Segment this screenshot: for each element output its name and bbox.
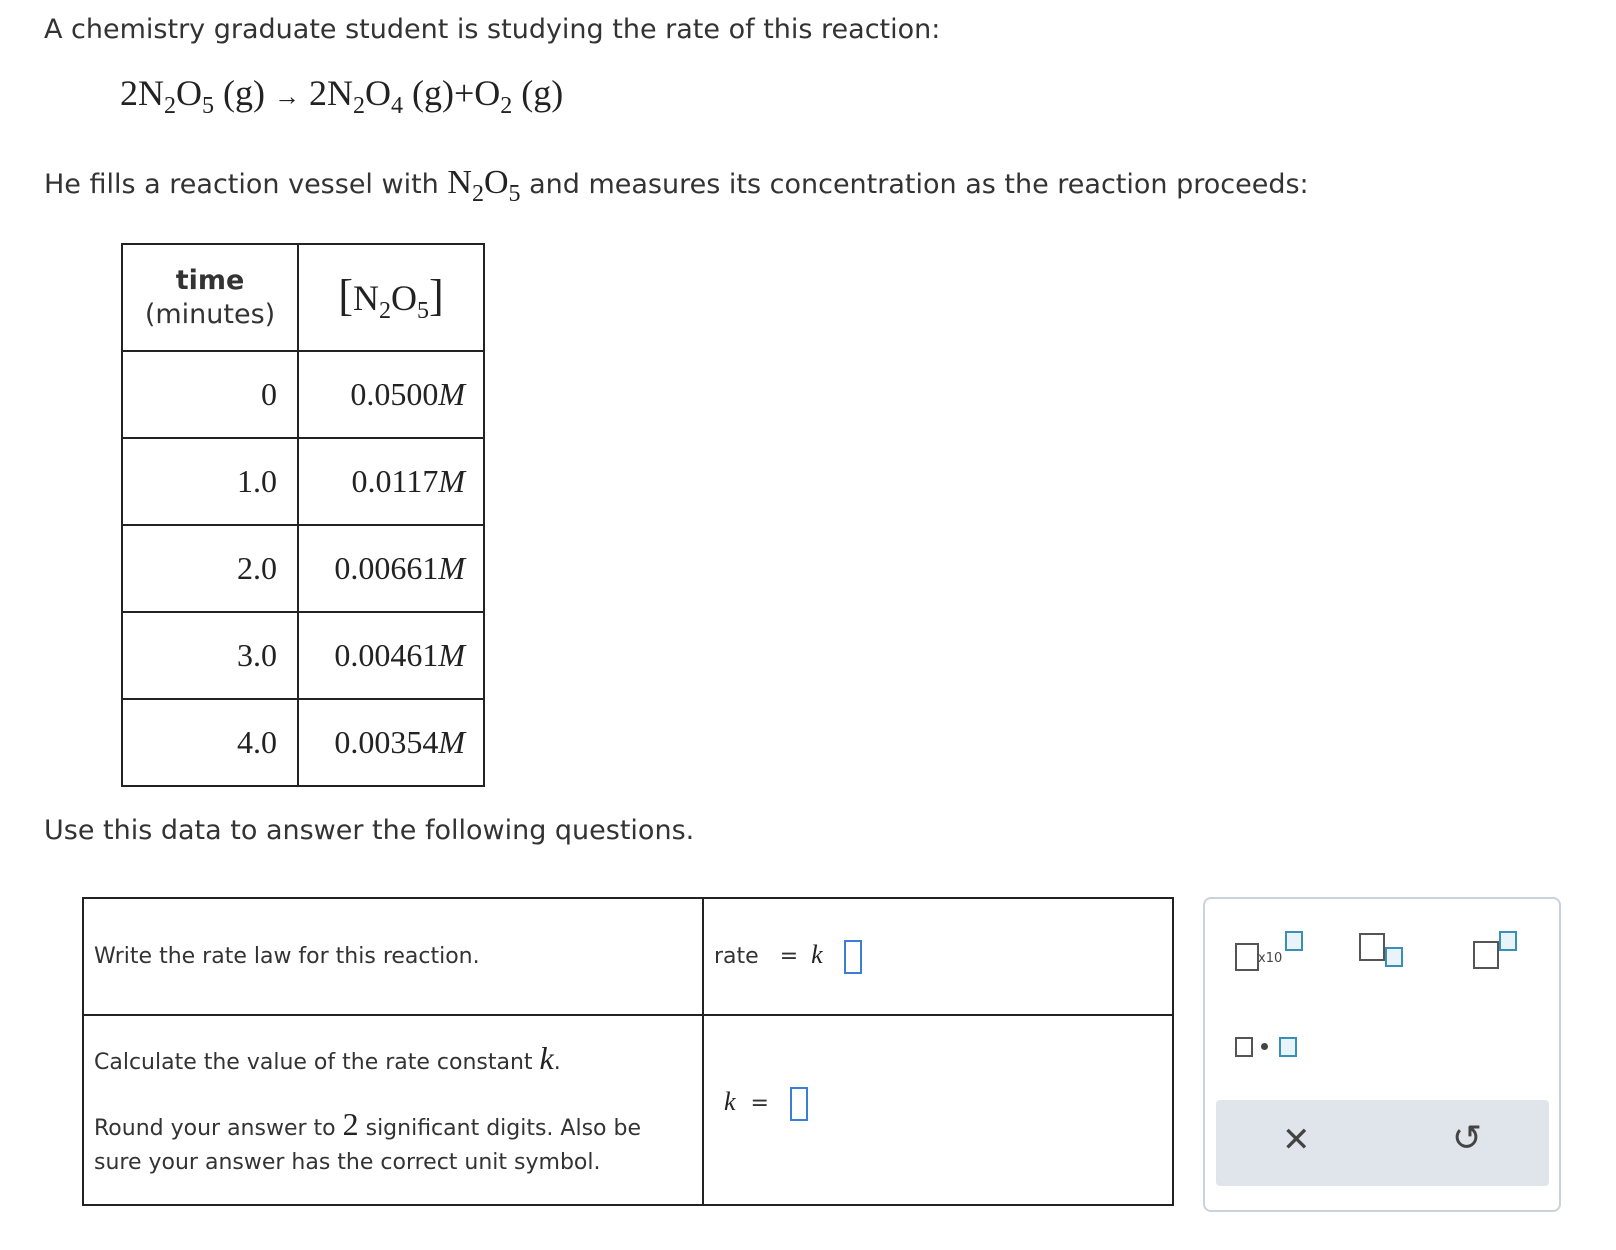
clear-icon[interactable]: ✕ xyxy=(1282,1120,1311,1160)
rate-law-answer-cell: rate = k xyxy=(703,898,1173,1015)
reaction-equation: $2N_2O_5$ $(g) \to 2N_2O_4$ $(g)+O_2$ (g) xyxy=(120,73,564,120)
rate-law-question: Write the rate law for this reaction. xyxy=(83,898,703,1015)
time-header: time (minutes) xyxy=(122,244,298,351)
use-data-text: Use this data to answer the following questions. xyxy=(44,815,695,846)
fills-sentence: He fills a reaction vessel with $N_2O_5$ and measures its concentration as the reaction proceeds: xyxy=(44,164,1309,207)
intro-text: A chemistry graduate student is studying the rate of this reaction: xyxy=(44,14,941,45)
concentration-table xyxy=(121,243,485,787)
rate-constant-input[interactable] xyxy=(790,1087,808,1121)
table-row: 0 0.0500M xyxy=(122,351,484,438)
table-row: 1.0 0.0117M xyxy=(122,438,484,525)
rate-constant-question: Calculate the value of the rate constant k. Round your answer to 2 significant digits. Also be sure your answer has the correct unit symbol. xyxy=(83,1015,703,1205)
table-row: 3.0 0.00461M xyxy=(122,612,484,699)
palette-footer xyxy=(1216,1100,1549,1186)
rate-constant-answer-cell: k = xyxy=(703,1015,1173,1205)
subscript-button[interactable] xyxy=(1357,933,1407,973)
math-palette xyxy=(1203,897,1561,1212)
scientific-notation-button[interactable]: x10 xyxy=(1233,929,1293,973)
multiply-dot-button[interactable] xyxy=(1233,1033,1293,1063)
table-row: 4.0 0.00354M xyxy=(122,699,484,786)
undo-icon[interactable]: ↺ xyxy=(1452,1118,1483,1159)
superscript-button[interactable] xyxy=(1471,929,1521,973)
table-row: 2.0 0.00661M xyxy=(122,525,484,612)
questions-table xyxy=(82,897,1174,1206)
rate-law-input[interactable] xyxy=(844,940,862,974)
concentration-header: $[N_2O_5]$ xyxy=(298,244,484,351)
